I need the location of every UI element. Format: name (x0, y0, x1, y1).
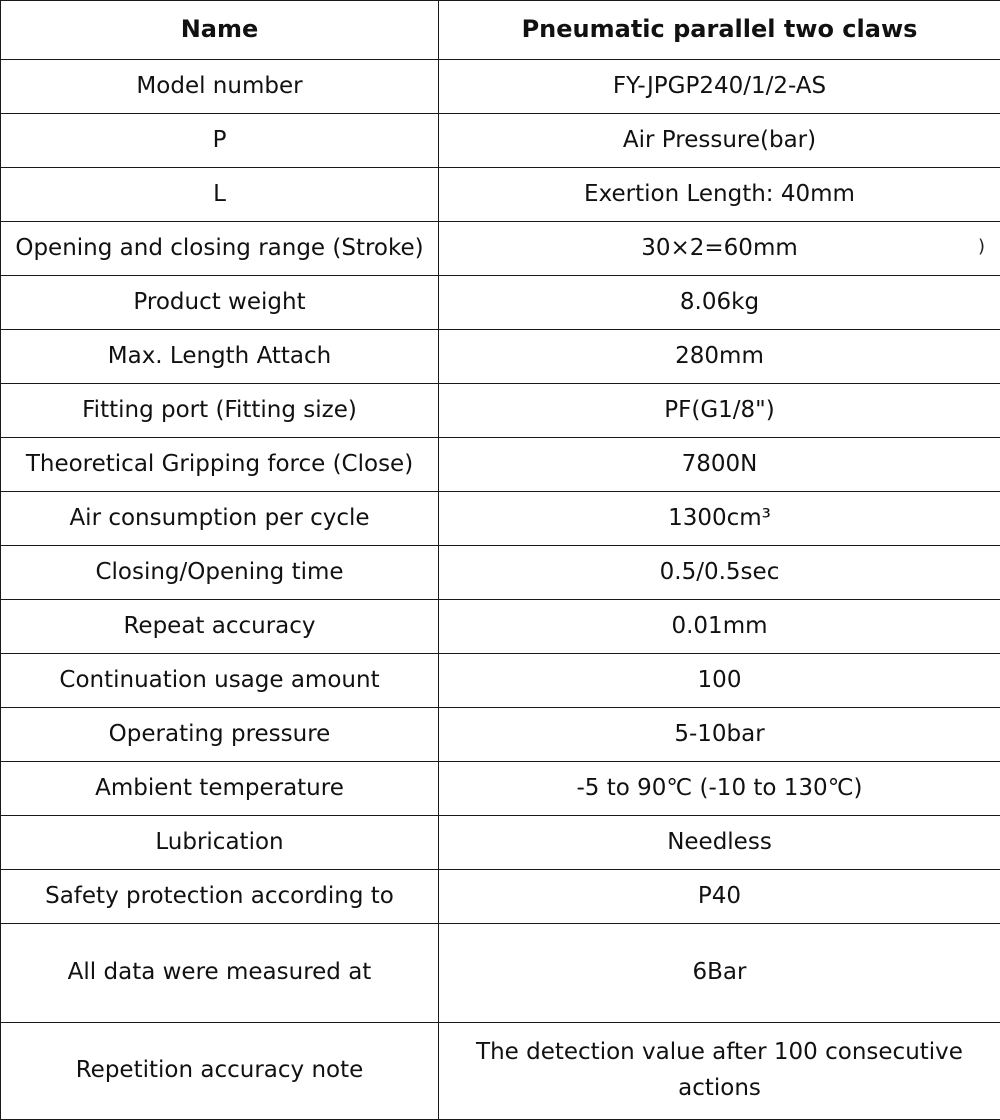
row-value: 100 (439, 654, 1000, 708)
table-row (1, 654, 1000, 708)
row-value: 0.5/0.5sec (439, 546, 1000, 600)
row-key: Lubrication (1, 816, 439, 870)
row-value: 5-10bar (439, 708, 1000, 762)
row-value: 6Bar (439, 924, 1000, 1023)
table-row (1, 816, 1000, 870)
row-key: Continuation usage amount (1, 654, 439, 708)
table-row (1, 222, 1000, 276)
row-key: Repeat accuracy (1, 600, 439, 654)
row-value: PF(G1/8") (439, 384, 1000, 438)
table-row (1, 276, 1000, 330)
row-value: P40 (439, 870, 1000, 924)
table-row (1, 924, 1000, 1023)
row-key: Max. Length Attach (1, 330, 439, 384)
table-row (1, 330, 1000, 384)
row-value: The detection value after 100 consecutive actions (439, 1023, 1000, 1120)
row-value: -5 to 90℃ (-10 to 130℃) (439, 762, 1000, 816)
row-key: Ambient temperature (1, 762, 439, 816)
table-row (1, 1023, 1000, 1120)
table-row (1, 708, 1000, 762)
table-row (1, 114, 1000, 168)
row-key: Safety protection according to (1, 870, 439, 924)
table-row (1, 168, 1000, 222)
row-value: Air Pressure(bar) (439, 114, 1000, 168)
row-value: 8.06kg (439, 276, 1000, 330)
row-key: Repetition accuracy note (1, 1023, 439, 1120)
table-header-row (1, 1, 1000, 60)
row-key: Fitting port (Fitting size) (1, 384, 439, 438)
table-row (1, 546, 1000, 600)
table-row (1, 600, 1000, 654)
row-key: Model number (1, 60, 439, 114)
row-value: 1300cm³ (439, 492, 1000, 546)
row-value: Needless (439, 816, 1000, 870)
row-key: Theoretical Gripping force (Close) (1, 438, 439, 492)
row-key: Operating pressure (1, 708, 439, 762)
row-key: Opening and closing range (Stroke) (1, 222, 439, 276)
row-value: 30×2=60mm (439, 222, 1000, 276)
row-value: Exertion Length: 40mm (439, 168, 1000, 222)
row-value: 7800N (439, 438, 1000, 492)
stray-mark: ) (978, 236, 986, 257)
table-row (1, 438, 1000, 492)
row-key: L (1, 168, 439, 222)
row-key: Closing/Opening time (1, 546, 439, 600)
table-row (1, 492, 1000, 546)
row-key: Product weight (1, 276, 439, 330)
row-value: FY-JPGP240/1/2-AS (439, 60, 1000, 114)
header-name: Name (1, 1, 439, 60)
table-row (1, 60, 1000, 114)
row-key: Air consumption per cycle (1, 492, 439, 546)
table-row (1, 762, 1000, 816)
table-row (1, 384, 1000, 438)
table-row (1, 870, 1000, 924)
row-value: 0.01mm (439, 600, 1000, 654)
row-value: 280mm (439, 330, 1000, 384)
header-value: Pneumatic parallel two claws (439, 1, 1000, 60)
row-key: All data were measured at (1, 924, 439, 1023)
row-key: P (1, 114, 439, 168)
